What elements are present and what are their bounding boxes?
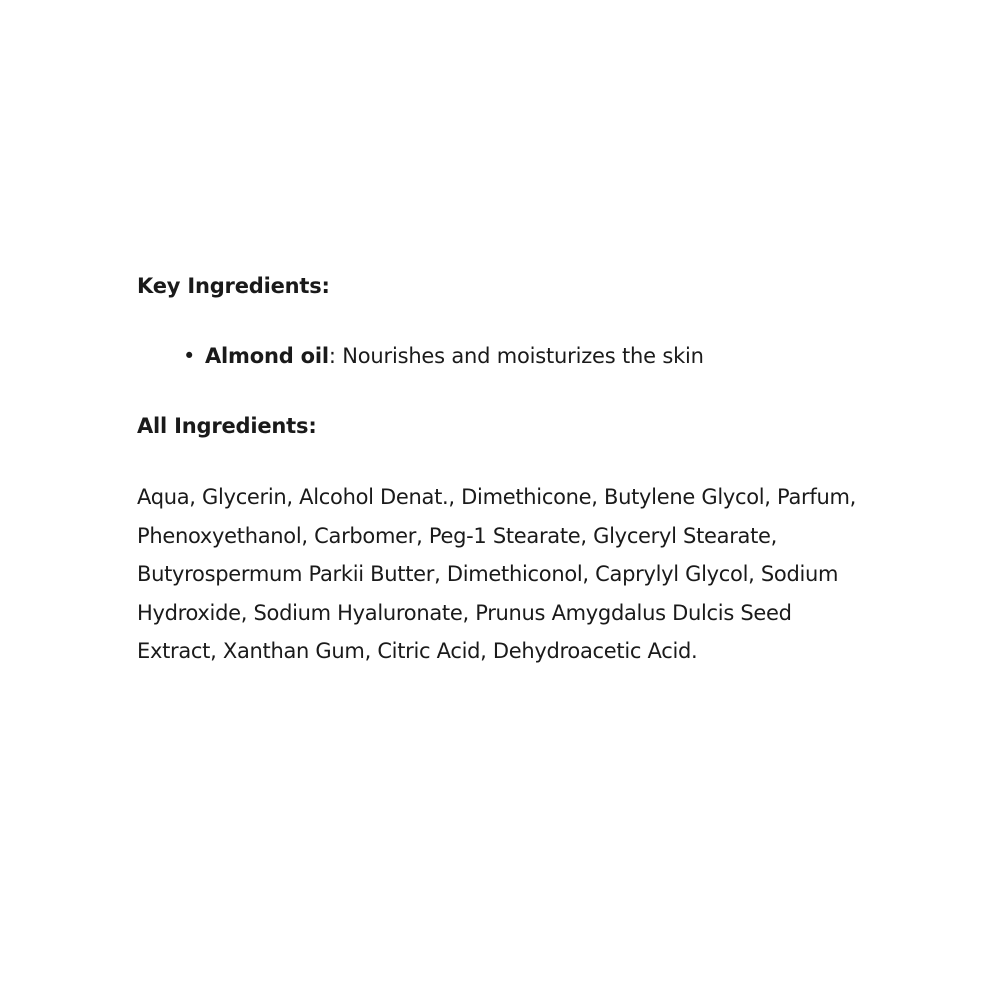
key-ingredients-heading: Key Ingredients:: [137, 274, 330, 298]
all-ingredients-heading: All Ingredients:: [137, 414, 317, 438]
key-ingredients-list: [137, 338, 867, 374]
ingredients-section: [137, 268, 867, 671]
all-ingredients-text: Aqua, Glycerin, Alcohol Denat., Dimethicone, Butylene Glycol, Parfum, Phenoxyethanol, Carbomer, Peg-1 Stearate, Glyceryl Stearate, Butyrospermum Parkii Butter, Dimethiconol, Caprylyl Glycol, Sodium Hydroxide, Sodium Hyaluronate, Prunus Amygdalus Dulcis Seed Extract, Xanthan Gum, Citric Acid, Dehydroacetic Acid.: [137, 485, 857, 663]
bullet-icon: •: [183, 344, 196, 368]
list-item: [183, 338, 867, 374]
key-ingredient-name: Almond oil: [205, 344, 329, 368]
key-ingredient-description: : Nourishes and moisturizes the skin: [328, 344, 704, 368]
